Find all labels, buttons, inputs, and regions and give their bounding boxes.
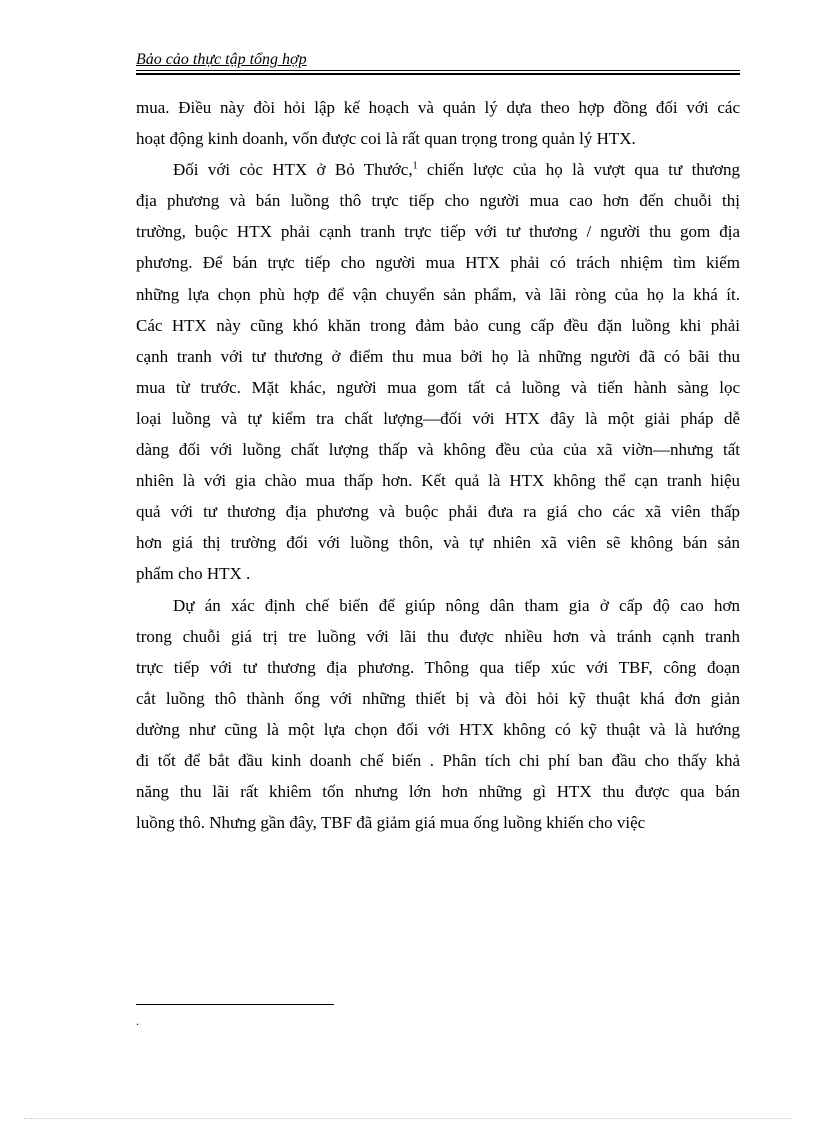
paragraph [136, 92, 740, 154]
page-edge-dotted-line [24, 1118, 792, 1119]
text-line: phương. Để bán trực tiếp cho người mua HTX phải có trách nhiệm tìm kiếm [136, 253, 740, 273]
text-line: hơn giá thị trường đối với luồng thôn, và tự nhiên xã viên sẽ không bán sản [136, 533, 740, 553]
text-line: cắt luồng thô thành ống với những thiết bị và đòi hỏi kỹ thuật khá đơn giản [136, 688, 740, 708]
text-line: Dự án xác định chế biến để giúp nông dân tham gia ở cấp độ cao hơn [173, 595, 740, 615]
header-rule-thin [136, 70, 740, 71]
header-title: Bảo cảo thực tập tổng hợp [136, 51, 307, 68]
text-line: phẩm cho HTX . [136, 564, 251, 584]
text-line: nhiên là với gia chào mua thấp hơn. Kết quả là HTX không thể cạn tranh hiệu [136, 471, 740, 491]
document-body [136, 92, 740, 838]
header-rule-thick [136, 73, 740, 75]
text-line: dường như cũng là một lựa chọn đối với HTX không có kỹ thuật và là hướng [136, 719, 740, 739]
text-line: Các HTX này cũng khó khăn trong đảm bảo cung cấp đều đặn luồng khi phải [136, 315, 740, 335]
text-line: mua. Điều này đòi hỏi lập kế hoạch và quản lý dựa theo hợp đồng đối với các [136, 98, 740, 117]
text-line: cạnh tranh với tư thương ở điểm thu mua bởi họ là những người đã có bãi thu [136, 346, 740, 366]
text-line: luồng thô. Nhưng gần đây, TBF đã giảm giá mua ống luồng khiến cho việc [136, 813, 646, 833]
page-header [136, 50, 740, 70]
text-line: những lựa chọn phù hợp để vận chuyển sản phẩm, và lãi ròng của họ la khá ít. [136, 284, 740, 304]
footnote-text: . [136, 1014, 139, 1028]
text-line: đi tốt để bắt đầu kinh doanh chế biến . Phân tích chi phí ban đầu cho thấy khả [136, 750, 740, 770]
paragraph [136, 154, 740, 589]
text-line: năng thu lãi rất khiêm tốn nhưng lớn hơn những gì HTX thu được qua bán [136, 782, 740, 802]
footnote-separator [136, 1004, 334, 1005]
text-line: loại luồng và tự kiểm tra chất lượng—đối với HTX đây là một giải pháp dễ [136, 408, 740, 428]
text-line: dàng đối với luồng chất lượng thấp và không đều của của xã viờn—nhưng tất [136, 440, 740, 460]
text-line: Đối với cỏc HTX ở Bỏ Thước,$^1$ chiến lược của họ là vượt qua tư thương [173, 160, 740, 180]
paragraph [136, 590, 740, 839]
text-line: mua từ trước. Mặt khác, người mua gom tất cả luồng và tiến hành sàng lọc [136, 377, 740, 397]
footnote-marker: 1 [412, 160, 418, 172]
text-line: hoạt động kinh doanh, vốn được coi là rất quan trọng trong quản lý HTX. [136, 129, 636, 149]
text-line: địa phương và bán luồng thô trực tiếp cho người mua cao hơn đến chuỗi thị [136, 191, 740, 211]
text-line: trong chuỗi giá trị tre luồng với lãi thu được nhiều hơn và tránh cạnh tranh [136, 626, 740, 646]
text-line: trực tiếp với tư thương địa phương. Thông qua tiếp xúc với TBF, công đoạn [136, 657, 740, 677]
text-line: quả với tư thương địa phương và buộc phải đưa ra giá cho các xã viên thấp [136, 502, 740, 522]
text-line: trường, buộc HTX phải cạnh tranh trực tiếp với tư thương / người thu gom địa [136, 222, 740, 242]
